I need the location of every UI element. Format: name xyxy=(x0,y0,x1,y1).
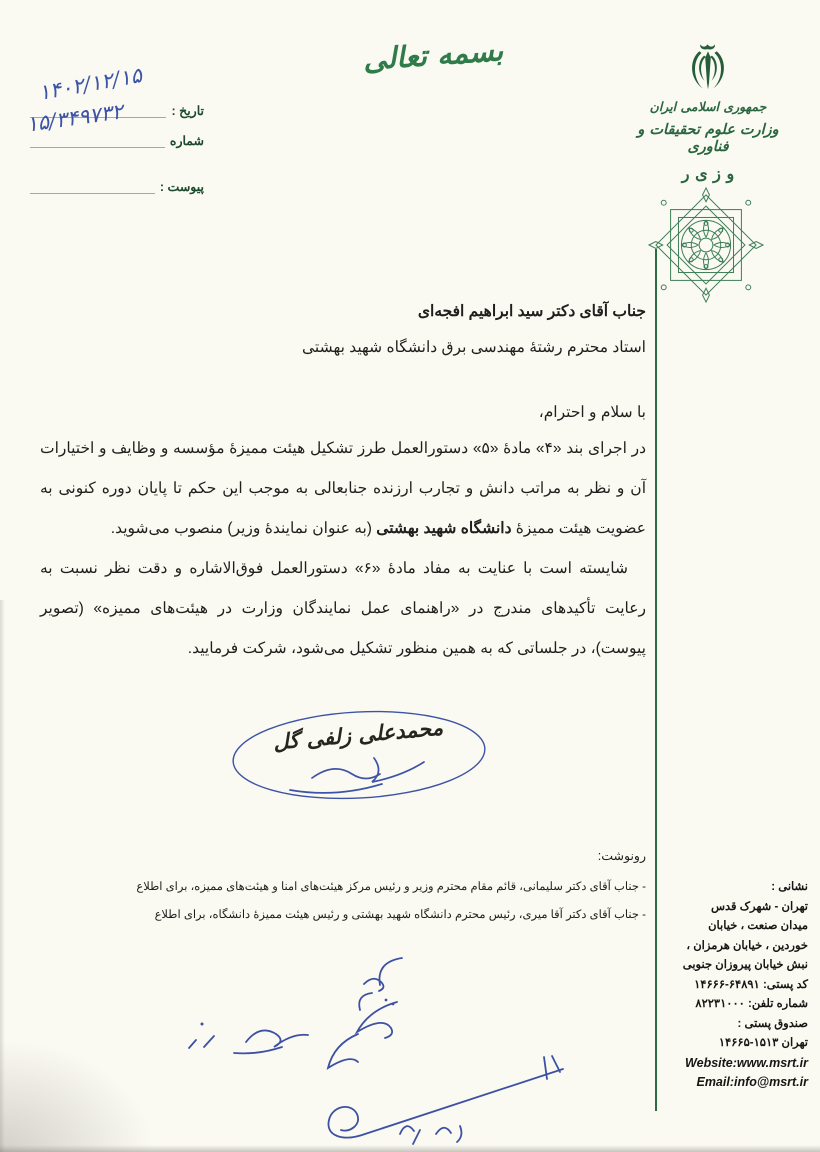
address-line: تهران - شهرک قدس xyxy=(710,900,808,913)
bismillah-calligraphy: بسمه تعالی xyxy=(361,33,505,77)
pobox-label: صندوق پستی : xyxy=(737,1017,808,1030)
postal-label: کد پستی: xyxy=(762,978,808,991)
letterhead-country: جمهوری اسلامی ایران xyxy=(649,99,767,114)
minister-signature-ink xyxy=(224,700,494,815)
ornament-medallion xyxy=(647,186,765,304)
address-line: نبش خیابان پیروزان جنوبی xyxy=(682,959,808,971)
green-divider-line xyxy=(655,249,657,1111)
handwritten-number: ۱۵/۳۴۹۷۳۲ xyxy=(24,99,125,137)
phone xyxy=(658,995,808,1015)
university-name-bold: دانشگاه شهید بهشتی xyxy=(376,520,512,537)
address-line: میدان صنعت ، خیابان xyxy=(708,920,808,932)
cc-block xyxy=(36,848,646,935)
minister-signature-name: محمدعلی زلفی گل xyxy=(272,714,444,755)
letter-content xyxy=(40,302,646,669)
letter-meta-block xyxy=(24,63,204,194)
letterhead-ministry: وزارت علوم تحقیقات و فناوری xyxy=(637,121,779,155)
cc-title: رونوشت: xyxy=(597,849,646,863)
attachment-row xyxy=(28,164,204,194)
recipient-title: استاد محترم رشتهٔ مهندسی برق دانشگاه شهید بهشتی xyxy=(302,339,646,356)
cc-item-1: - جناب آقای دکتر سلیمانی، قائم مقام محترم وزیر و رئیس مرکز هیئت‌های امنا و هیئت‌های ممیزه، برای اطلاع xyxy=(136,881,646,893)
handwritten-note-ink xyxy=(150,938,595,1152)
paragraph-instruction: شایسته است با عنایت به مفاد مادهٔ «۶» دستورالعمل فوق‌الاشاره و دقت نظر نسبت به رعایت تأکیدهای مندرج در «راهنمای عمل نمایندگان وزارت در هیئت‌های ممیزه» (تصویر پیوست)، در جلساتی که به همین منظور تشکیل می‌شود، شرکت فرمایید. xyxy=(40,560,646,657)
footer-address-block xyxy=(658,878,808,1093)
phone-label: شماره تلفن: xyxy=(748,998,808,1010)
phone-value: ۸۲۲۳۱۰۰۰ xyxy=(695,998,745,1010)
ministry-letterhead xyxy=(622,38,794,183)
iran-emblem-icon xyxy=(682,38,734,94)
postal-code xyxy=(658,976,808,996)
letterhead-role: و ز ی ر xyxy=(681,164,735,183)
address-label: نشانی : xyxy=(771,881,808,893)
pobox-number: ۱۴۶۶۵-۱۵۱۳ xyxy=(718,1037,779,1049)
attachment-line xyxy=(30,177,155,194)
scan-corner-shadow xyxy=(0,1042,150,1152)
recipient-name: جناب آقای دکتر سید ابراهیم افجه‌ای xyxy=(417,303,646,320)
pobox-value xyxy=(658,1034,808,1054)
paragraph-appointment-tail: (به عنوان نمایندهٔ وزیر) منصوب می‌شوید. xyxy=(110,520,377,537)
attachment-label: پیوست : xyxy=(159,180,204,194)
pobox-city: تهران xyxy=(781,1037,808,1049)
paragraph-appointment xyxy=(40,429,646,549)
number-label: شماره xyxy=(169,134,204,148)
salutation: با سلام و احترام، xyxy=(538,404,646,421)
scan-edge-shadow xyxy=(0,600,5,1152)
paragraph-appointment-text: در اجرای بند «۴» مادهٔ «۵» دستورالعمل طرز تشکیل هیئت ممیزهٔ مؤسسه و وظایف و اختیارات آن و نظر به مراتب دانش و تجارب ارزنده جنابعالی به موجب این حکم تا پایان دوره کنونی به عضویت هیئت ممیزهٔ xyxy=(40,440,646,537)
handwritten-date: ۱۴۰۲/۱۲/۱۵ xyxy=(36,63,144,105)
email: Email:info@msrt.ir xyxy=(696,1075,808,1089)
address-line: خوردین ، خیابان هرمزان ، xyxy=(686,939,808,952)
website: Website:www.msrt.ir xyxy=(685,1055,808,1070)
cc-item-2: - جناب آقای دکتر آقا میری، رئیس محترم دانشگاه شهید بهشتی و رئیس هیئت ممیزهٔ دانشگاه، برای اطلاع xyxy=(154,909,646,921)
postal-value: ۱۴۶۶۶-۶۴۸۹۱ xyxy=(694,978,760,991)
date-label: تاریخ : xyxy=(171,104,204,118)
